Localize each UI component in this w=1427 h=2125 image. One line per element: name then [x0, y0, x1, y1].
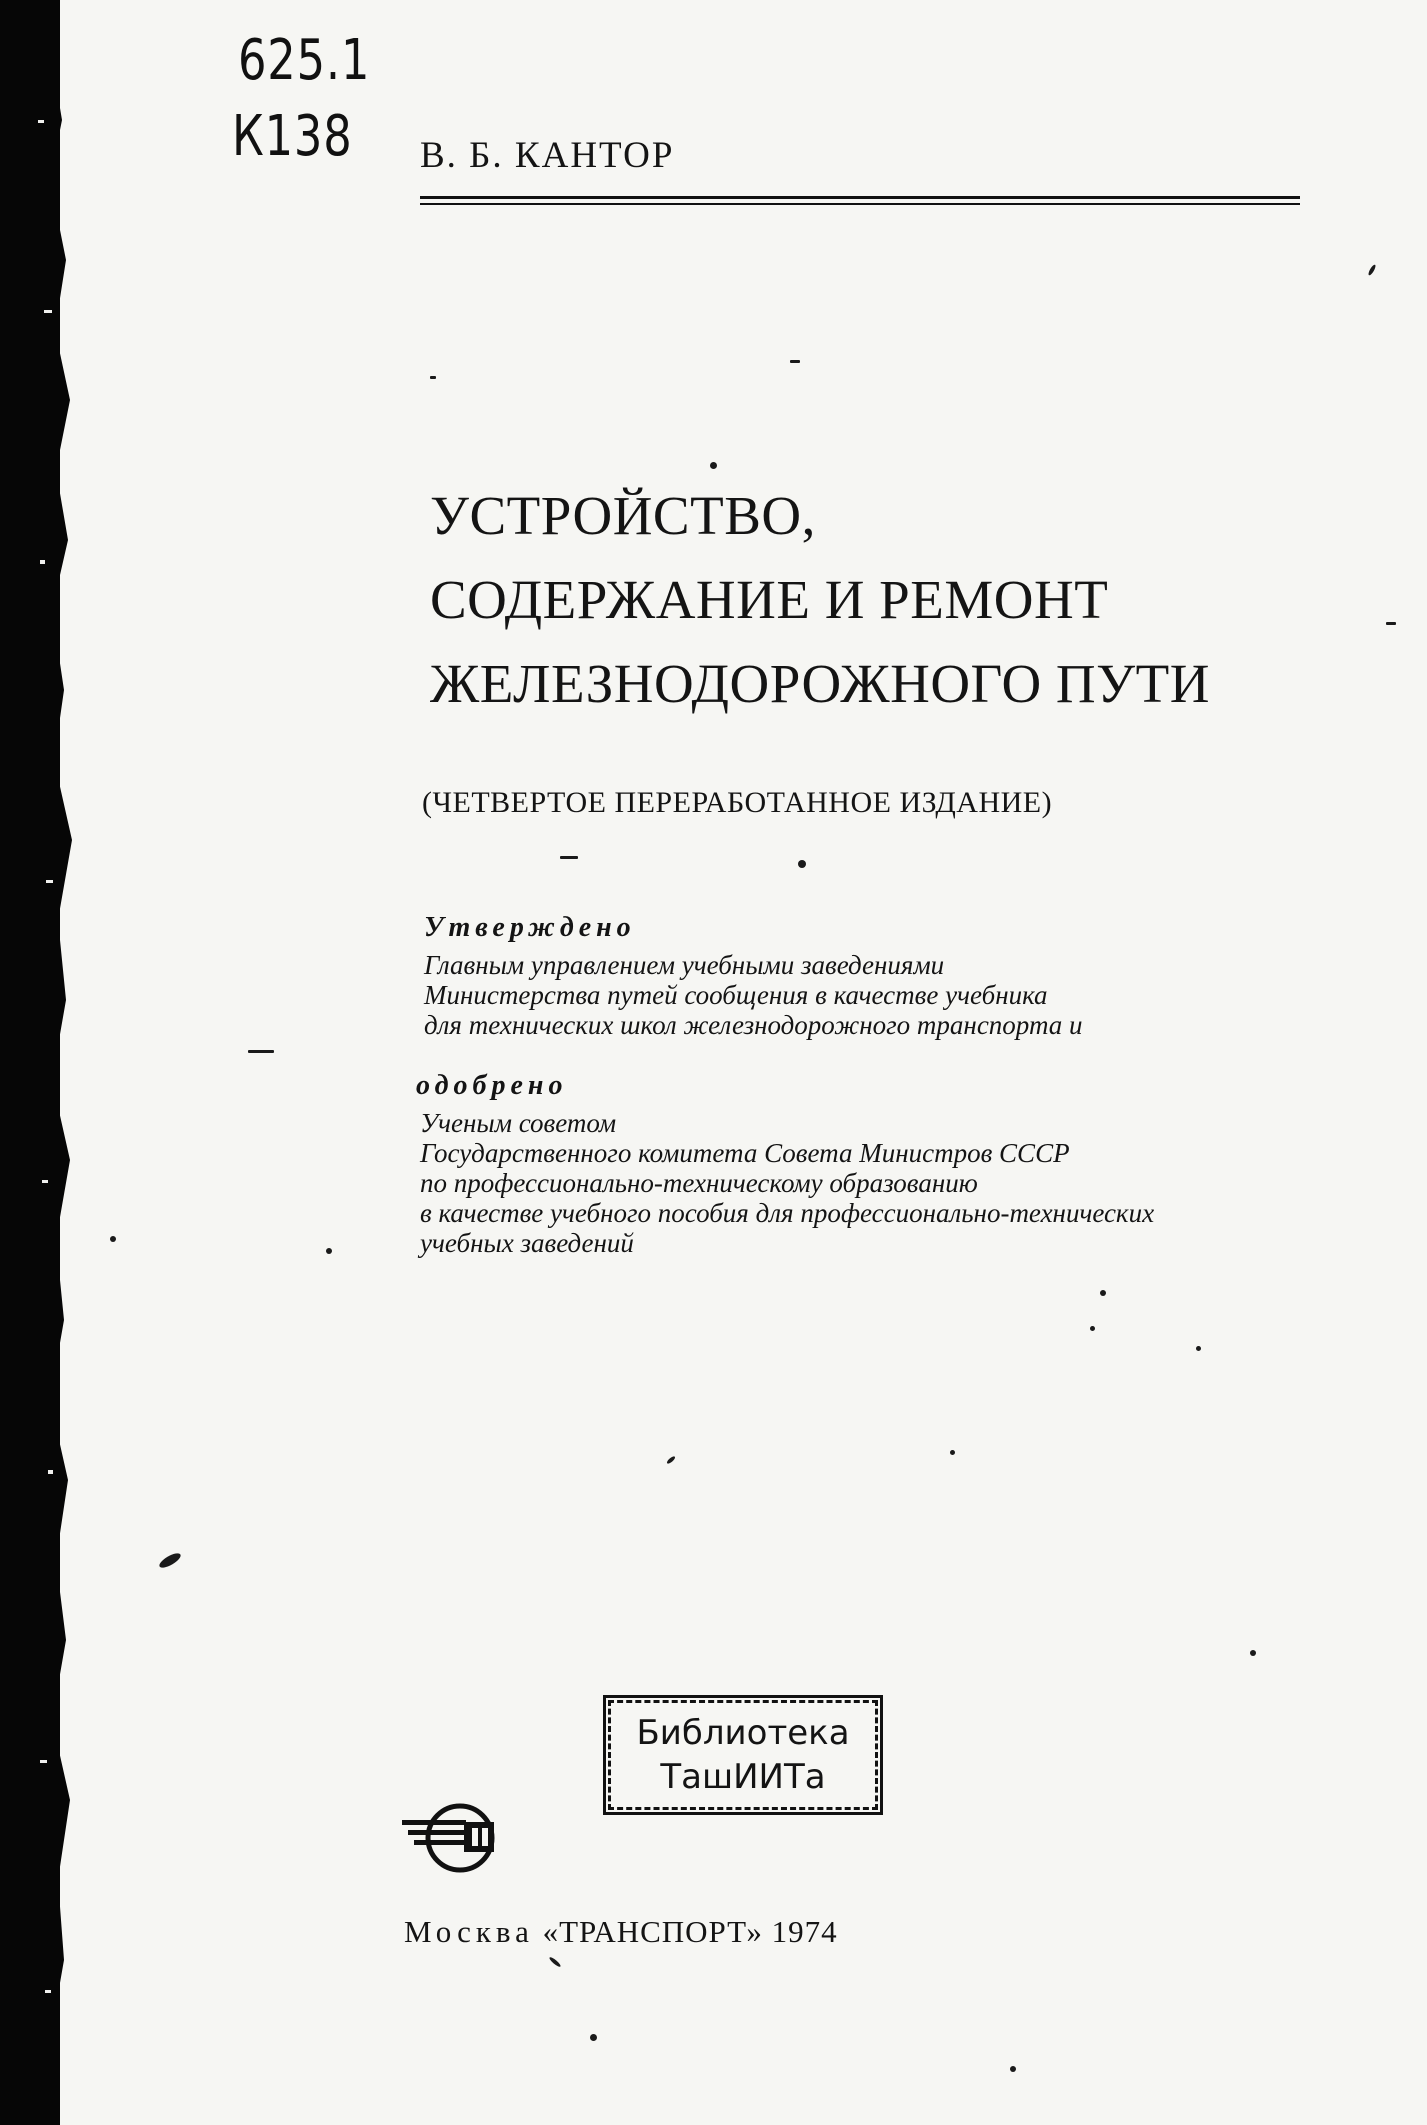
endorsement-line-5: учебных заведений	[420, 1228, 634, 1258]
author-name: В. Б. КАНТОР	[420, 135, 675, 176]
approval-line-2: Министерства путей сообщения в качестве учебника	[424, 980, 1048, 1010]
scan-speck	[248, 1050, 274, 1053]
imprint-year: 1974	[771, 1914, 838, 1949]
scan-speck	[950, 1450, 955, 1455]
publisher-logo-icon	[400, 1798, 512, 1878]
call-number-line-1: 625.1	[238, 28, 371, 93]
scan-binding-edge	[0, 0, 60, 2125]
scan-speck	[548, 1956, 561, 1968]
title-line-1: УСТРОЙСТВО,	[430, 485, 816, 546]
scan-speck	[1196, 1346, 1201, 1351]
title-line-3: ЖЕЛЕЗНОДОРОЖНОГО ПУТИ	[430, 653, 1210, 714]
endorsement-heading: одобрено	[416, 1070, 568, 1101]
scan-speck	[1010, 2066, 1016, 2072]
endorsement-text	[420, 1108, 1154, 1258]
imprint	[404, 1914, 838, 1950]
approval-text	[424, 950, 1083, 1040]
endorsement-line-3: по профессионально-техническому образованию	[420, 1168, 978, 1198]
scan-speck	[326, 1248, 332, 1254]
scan-speck	[1250, 1650, 1256, 1656]
title-line-2: СОДЕРЖАНИЕ И РЕМОНТ	[430, 569, 1109, 630]
scan-speck	[790, 360, 800, 363]
scan-speck	[110, 1236, 116, 1242]
approval-line-3: для технических школ железнодорожного транспорта и	[424, 1010, 1083, 1040]
scan-speck	[1090, 1326, 1095, 1331]
scan-speck	[430, 376, 436, 379]
imprint-publisher: «ТРАНСПОРТ»	[542, 1914, 763, 1949]
scan-speck	[798, 860, 806, 868]
scan-speck	[560, 856, 578, 859]
scan-speck	[590, 2034, 597, 2041]
stamp-line-2: ТашИИТа	[660, 1757, 826, 1797]
approval-line-1: Главным управлением учебными заведениями	[424, 950, 945, 980]
library-stamp	[608, 1700, 878, 1810]
author-rule-bottom	[420, 203, 1300, 205]
scan-speck	[1100, 1290, 1106, 1296]
scan-speck	[710, 462, 717, 469]
scan-speck	[157, 1551, 182, 1571]
endorsement-line-1: Ученым советом	[420, 1108, 617, 1138]
imprint-city: Москва	[404, 1914, 534, 1949]
author-rule-top	[420, 196, 1300, 199]
book-title	[430, 474, 1210, 726]
call-number-line-2: К138	[232, 104, 353, 169]
endorsement-line-2: Государственного комитета Совета Министров СССР	[420, 1138, 1070, 1168]
scan-speck	[1367, 264, 1376, 276]
stamp-line-1: Библиотека	[636, 1713, 850, 1753]
endorsement-line-4: в качестве учебного пособия для профессионально-технических	[420, 1198, 1155, 1228]
approval-heading: Утверждено	[424, 912, 636, 943]
scan-speck	[1386, 622, 1396, 625]
edition-note: (ЧЕТВЕРТОЕ ПЕРЕРАБОТАННОЕ ИЗДАНИЕ)	[422, 786, 1053, 819]
scan-speck	[666, 1455, 676, 1464]
